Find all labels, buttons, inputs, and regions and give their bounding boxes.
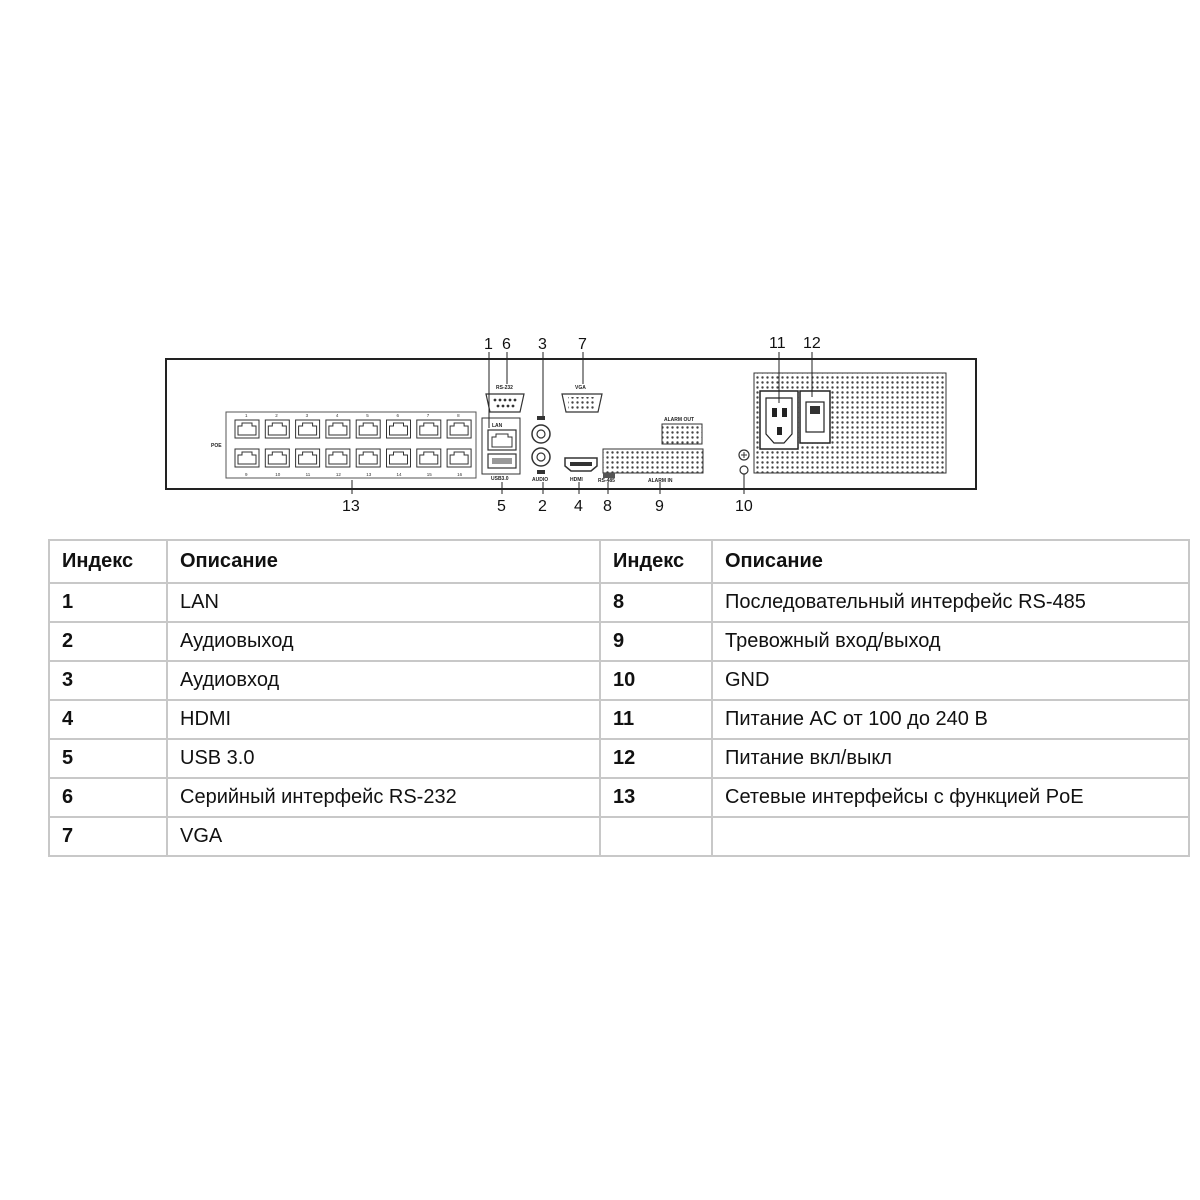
poe-port-number: 13 <box>366 472 372 477</box>
poe-port-number: 10 <box>275 472 281 477</box>
poe-port <box>356 420 380 438</box>
poe-port <box>265 420 289 438</box>
poe-port <box>417 449 441 467</box>
row-index: 11 <box>600 700 712 739</box>
power-supply-area <box>754 373 946 473</box>
poe-port <box>235 449 259 467</box>
rs232-label: RS-232 <box>496 385 513 391</box>
row-index: 2 <box>49 622 167 661</box>
row-description <box>712 817 1189 856</box>
usb-label: USB3.0 <box>491 476 509 482</box>
row-description: GND <box>712 661 1189 700</box>
row-index: 6 <box>49 778 167 817</box>
row-index: 8 <box>600 583 712 622</box>
row-description: Аудиовыход <box>167 622 600 661</box>
poe-port <box>326 420 350 438</box>
row-index: 7 <box>49 817 167 856</box>
callout-12: 12 <box>803 335 821 352</box>
table-row <box>49 583 1189 622</box>
audio-label: AUDIO <box>532 477 549 483</box>
poe-port <box>235 420 259 438</box>
row-index: 9 <box>600 622 712 661</box>
poe-port <box>326 449 350 467</box>
poe-port-number: 5 <box>366 413 369 418</box>
header-description-1: Описание <box>167 540 600 583</box>
legend-table <box>48 539 1190 857</box>
header-description-2: Описание <box>712 540 1189 583</box>
poe-port-number: 9 <box>245 472 248 477</box>
hdmi-label: HDMI <box>570 477 583 483</box>
callout-11: 11 <box>769 335 786 352</box>
poe-port-number: 16 <box>457 472 463 477</box>
callout-2: 2 <box>538 498 547 515</box>
callout-6: 6 <box>502 336 511 353</box>
callout-13: 13 <box>342 498 360 515</box>
poe-port-number: 14 <box>396 472 402 477</box>
callout-10: 10 <box>735 498 753 515</box>
poe-port-number: 2 <box>275 413 278 418</box>
row-index <box>600 817 712 856</box>
row-index: 12 <box>600 739 712 778</box>
callout-1: 1 <box>484 336 493 353</box>
row-description: Серийный интерфейс RS-232 <box>167 778 600 817</box>
table-row <box>49 817 1189 856</box>
row-description: Питание AC от 100 до 240 В <box>712 700 1189 739</box>
poe-port-number: 11 <box>305 472 311 477</box>
row-description: Тревожный вход/выход <box>712 622 1189 661</box>
poe-port <box>296 420 320 438</box>
poe-port-number: 7 <box>426 413 430 418</box>
audio-in-jack <box>532 425 550 443</box>
row-description: USB 3.0 <box>167 739 600 778</box>
table-row <box>49 700 1189 739</box>
lan-label: LAN <box>492 423 503 429</box>
poe-label: POE <box>211 443 222 449</box>
row-index: 5 <box>49 739 167 778</box>
poe-port-number: 4 <box>335 413 339 418</box>
callout-9: 9 <box>655 498 664 515</box>
poe-port <box>447 449 471 467</box>
poe-port-number: 15 <box>426 472 432 477</box>
rs485-label: RS-485 <box>598 478 615 484</box>
callout-4: 4 <box>574 498 583 515</box>
poe-port <box>417 420 441 438</box>
table-row <box>49 739 1189 778</box>
poe-port <box>387 449 411 467</box>
vga-label: VGA <box>575 385 586 391</box>
row-index: 1 <box>49 583 167 622</box>
poe-port <box>387 420 411 438</box>
alarm-in-label: ALARM IN <box>648 478 673 484</box>
poe-port-number: 6 <box>396 413 400 418</box>
table-row <box>49 778 1189 817</box>
callout-7: 7 <box>578 336 587 353</box>
row-description: Питание вкл/выкл <box>712 739 1189 778</box>
audio-out-jack <box>532 448 550 466</box>
poe-port <box>265 449 289 467</box>
poe-port-number: 3 <box>305 413 309 418</box>
poe-port <box>356 449 380 467</box>
table-row <box>49 622 1189 661</box>
callout-5: 5 <box>497 498 506 515</box>
rear-panel-diagram <box>0 0 1200 530</box>
row-index: 13 <box>600 778 712 817</box>
callout-8: 8 <box>603 498 612 515</box>
row-description: Последовательный интерфейс RS-485 <box>712 583 1189 622</box>
row-description: VGA <box>167 817 600 856</box>
header-index-1: Индекс <box>49 540 167 583</box>
row-index: 10 <box>600 661 712 700</box>
header-index-2: Индекс <box>600 540 712 583</box>
row-description: HDMI <box>167 700 600 739</box>
row-index: 4 <box>49 700 167 739</box>
row-index: 3 <box>49 661 167 700</box>
alarm-out-label: ALARM OUT <box>664 417 694 423</box>
table-row <box>49 661 1189 700</box>
poe-port <box>447 420 471 438</box>
row-description: LAN <box>167 583 600 622</box>
callout-3: 3 <box>538 336 547 353</box>
table-header-row <box>49 540 1189 583</box>
poe-port-number: 1 <box>245 413 248 418</box>
row-description: Сетевые интерфейсы с функцией PoE <box>712 778 1189 817</box>
poe-port-number: 8 <box>457 413 460 418</box>
row-description: Аудиовход <box>167 661 600 700</box>
poe-port-number: 12 <box>335 472 341 477</box>
poe-port <box>296 449 320 467</box>
